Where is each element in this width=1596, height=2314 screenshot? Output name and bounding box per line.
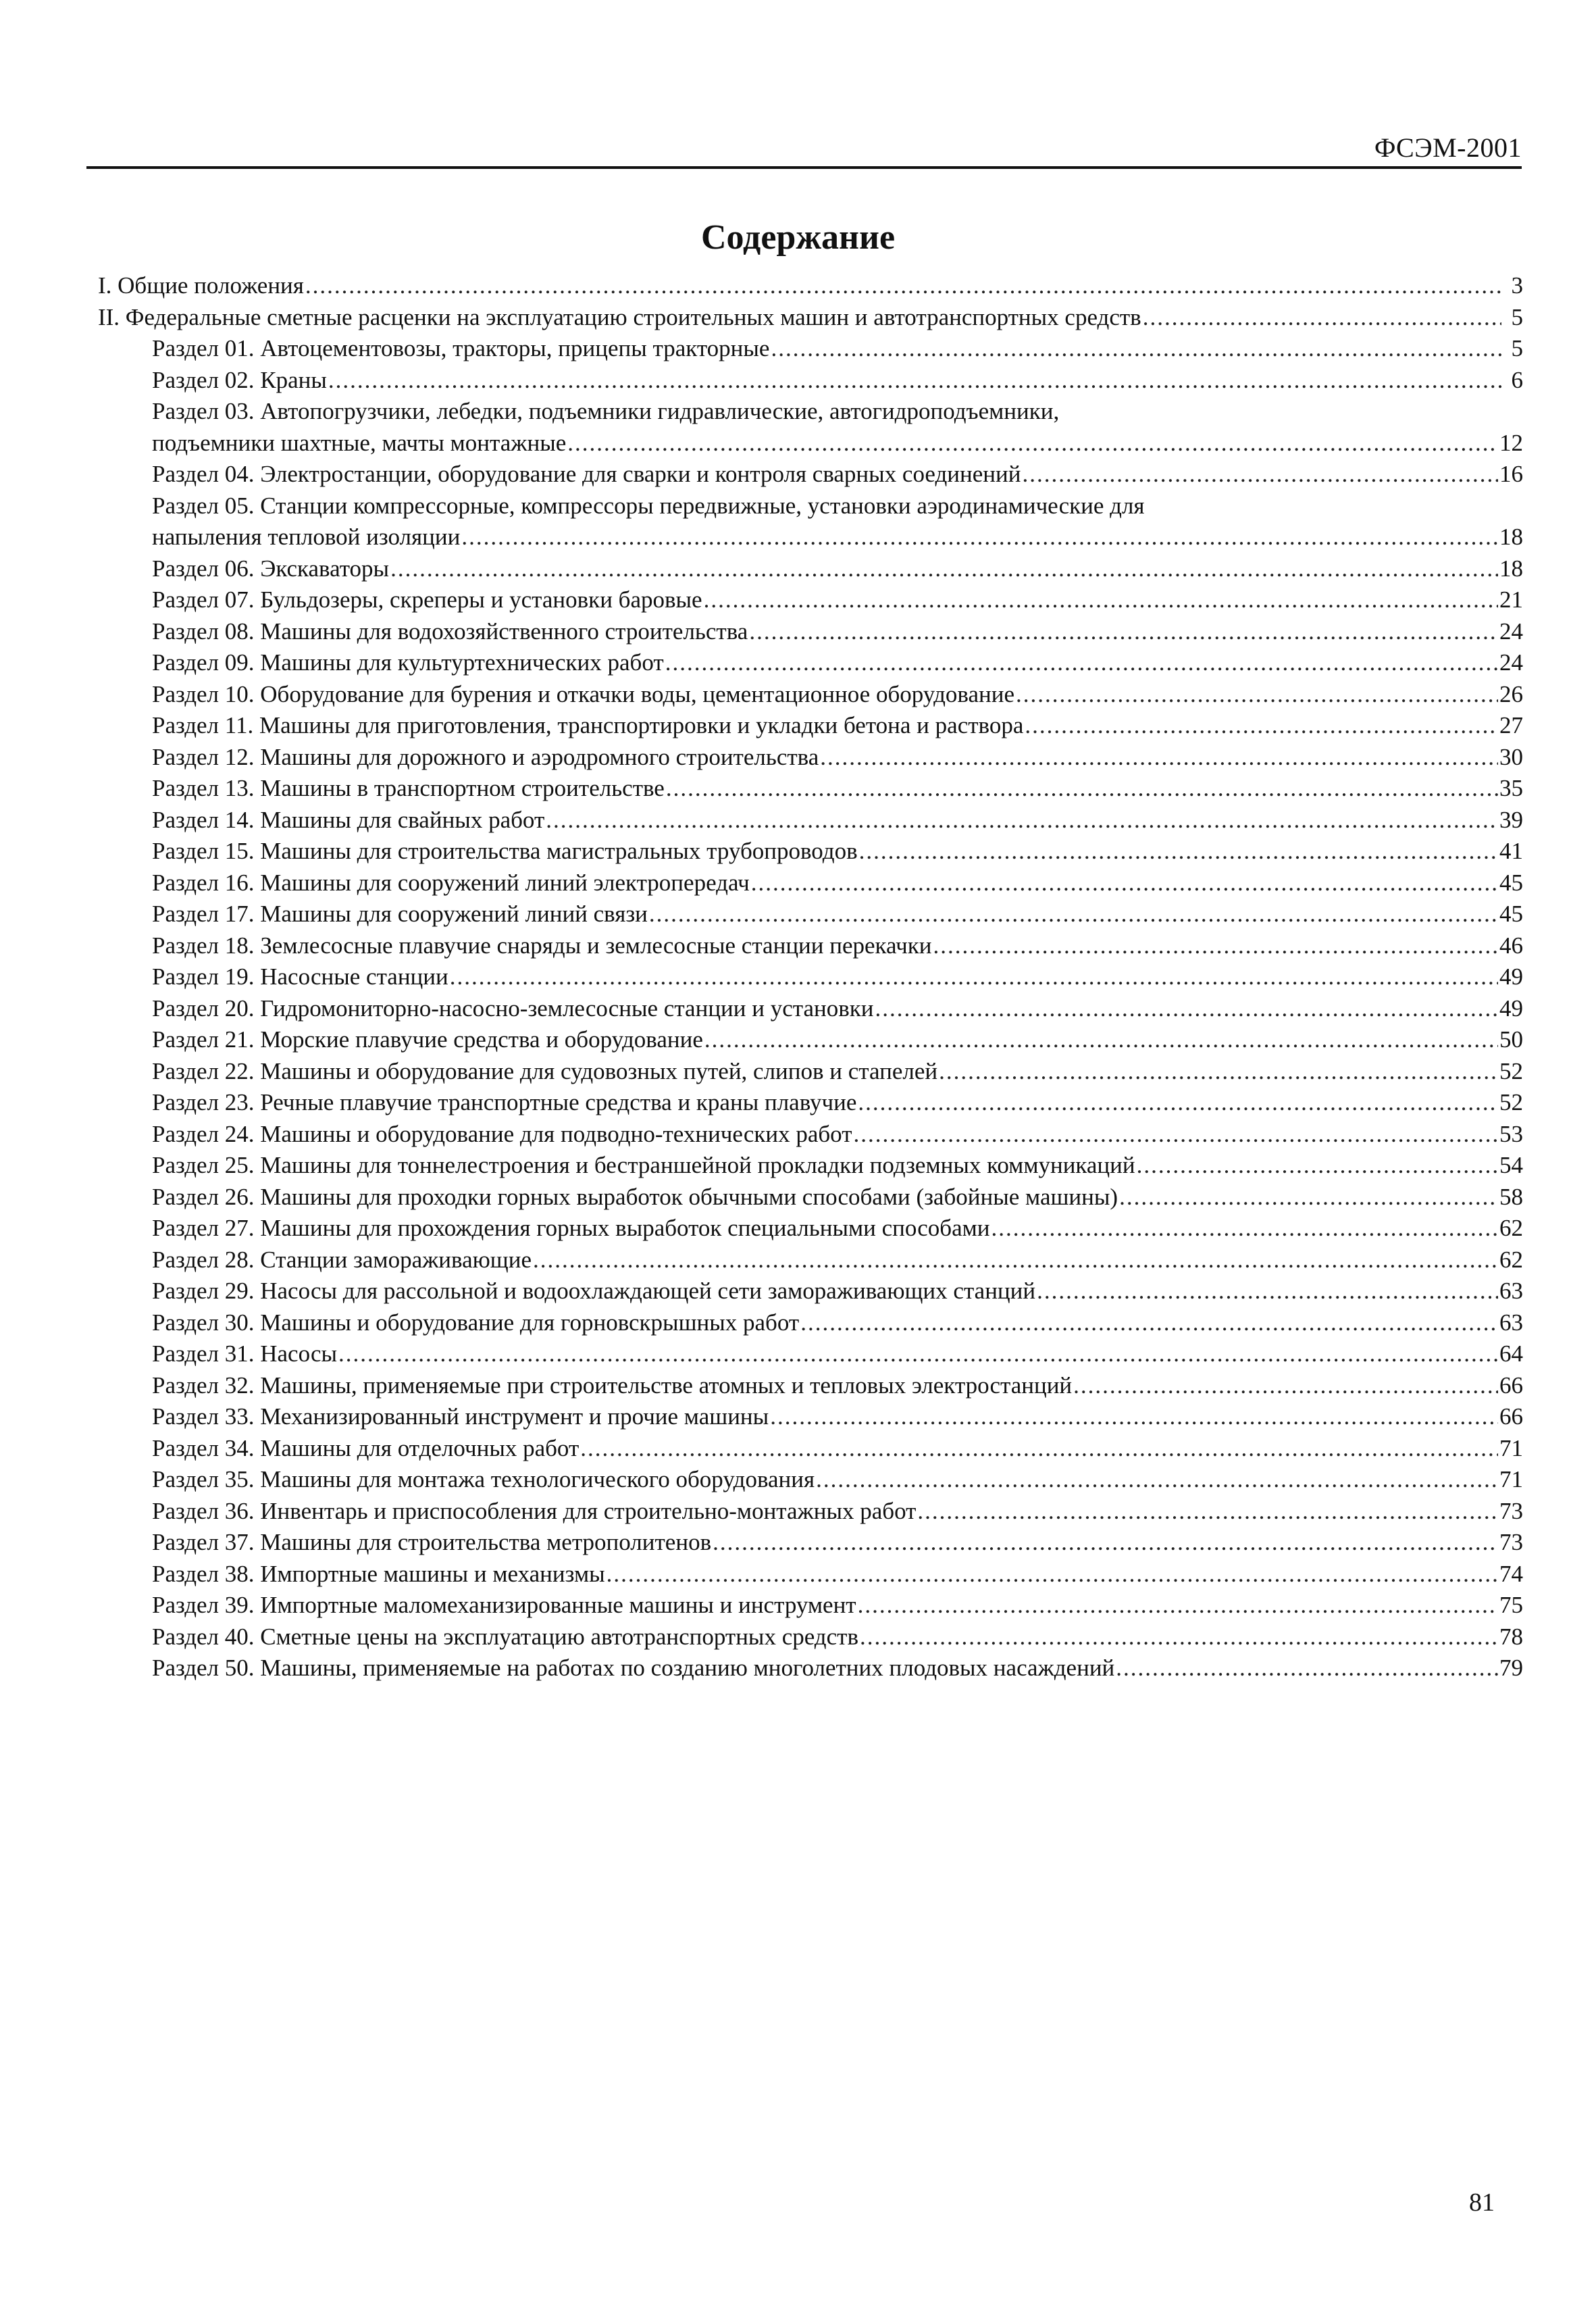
toc-entry-title-continued: подъемники шахтные, мачты монтажные — [152, 429, 567, 456]
toc-entry-title: Раздел 19. Насосные станции — [152, 963, 448, 990]
dot-leader — [917, 1496, 1498, 1528]
toc-entry-continuation[interactable] — [98, 522, 1523, 553]
toc-entry-page: 12 — [1499, 429, 1523, 456]
toc-entry-title: Раздел 33. Механизированный инструмент и прочие машины — [152, 1403, 769, 1430]
dot-leader — [933, 930, 1498, 962]
header-divider — [86, 166, 1522, 169]
toc-entry-page: 63 — [1499, 1278, 1523, 1304]
dot-leader — [939, 1056, 1498, 1088]
dot-leader — [328, 365, 1501, 397]
toc-entry-title: Раздел 09. Машины для культуртехнических работ — [152, 649, 664, 676]
toc-entry-title: Раздел 06. Экскаваторы — [152, 555, 390, 582]
dot-leader — [567, 428, 1498, 459]
toc-entry[interactable] — [98, 1621, 1523, 1653]
toc-entry[interactable] — [98, 396, 1523, 428]
dot-leader — [875, 993, 1498, 1025]
dot-leader — [1119, 1182, 1498, 1213]
toc-entry-page: 26 — [1499, 680, 1523, 707]
page-title: Содержание — [700, 218, 896, 257]
toc-entry-page: 71 — [1499, 1434, 1523, 1461]
page-number: 81 — [1469, 2188, 1495, 2217]
dot-leader — [770, 1401, 1498, 1433]
toc-entry-page: 53 — [1499, 1120, 1523, 1147]
toc-entry-title: Раздел 13. Машины в транспортном строительстве — [152, 775, 665, 801]
toc-entry[interactable] — [98, 1433, 1523, 1465]
toc-entry[interactable] — [98, 365, 1523, 397]
toc-entry-title: Раздел 16. Машины для сооружений линий электропередач — [152, 869, 750, 896]
toc-entry-page: 46 — [1499, 932, 1523, 959]
toc-entry[interactable] — [98, 1056, 1523, 1088]
toc-entry-title: Раздел 08. Машины для водохозяйственного строительства — [152, 618, 748, 645]
toc-entry-title: II. Федеральные сметные расценки на эксплуатацию строительных машин и автотранспортных средств — [98, 303, 1141, 330]
toc-entry-title: Раздел 21. Морские плавучие средства и оборудование — [152, 1026, 703, 1053]
toc-entry-page: 30 — [1499, 743, 1523, 770]
toc-entry[interactable] — [98, 333, 1523, 365]
toc-entry[interactable] — [98, 1182, 1523, 1213]
dot-leader — [1073, 1370, 1498, 1402]
dot-leader — [533, 1244, 1498, 1276]
dot-leader — [338, 1338, 1498, 1370]
toc-entry[interactable] — [98, 773, 1523, 805]
dot-leader — [390, 553, 1498, 585]
toc-entry[interactable] — [98, 679, 1523, 711]
toc-entry-page: 52 — [1499, 1089, 1523, 1115]
toc-entry[interactable] — [98, 930, 1523, 962]
toc-entry-title: Раздел 34. Машины для отделочных работ — [152, 1434, 580, 1461]
toc-entry-page: 62 — [1499, 1215, 1523, 1241]
toc-entry-page: 24 — [1499, 618, 1523, 645]
toc-entry-page: 78 — [1499, 1623, 1523, 1650]
toc-entry-page: 54 — [1499, 1152, 1523, 1178]
document-code: ФСЭМ-2001 — [1374, 132, 1522, 163]
toc-entry-title: Раздел 17. Машины для сооружений линий связи — [152, 901, 648, 927]
toc-entry[interactable] — [98, 1024, 1523, 1056]
toc-entry-page: 41 — [1499, 838, 1523, 864]
toc-entry-title: Раздел 32. Машины, применяемые при строительстве атомных и тепловых электростанций — [152, 1372, 1073, 1399]
toc-entry-title: Раздел 29. Насосы для рассольной и водоохлаждающей сети замораживающих станций — [152, 1278, 1036, 1304]
dot-leader — [816, 1464, 1498, 1496]
dot-leader — [1137, 1150, 1498, 1182]
dot-leader — [1016, 679, 1498, 711]
toc-entry[interactable] — [98, 805, 1523, 836]
toc-entry-title: Раздел 31. Насосы — [152, 1340, 338, 1367]
toc-entry-page: 62 — [1499, 1246, 1523, 1273]
toc-entry-title: Раздел 02. Краны — [152, 366, 327, 393]
toc-entry[interactable] — [98, 961, 1523, 993]
toc-entry-page: 52 — [1499, 1057, 1523, 1084]
toc-entry-title: Раздел 01. Автоцементовозы, тракторы, прицепы тракторные — [152, 335, 770, 361]
toc-entry-page: 71 — [1499, 1466, 1523, 1492]
dot-leader — [1037, 1276, 1498, 1307]
toc-entry-page: 45 — [1499, 901, 1523, 927]
toc-entry[interactable] — [98, 584, 1523, 616]
toc-entry-title: Раздел 24. Машины и оборудование для подводно-технических работ — [152, 1120, 852, 1147]
toc-entry[interactable] — [98, 867, 1523, 899]
toc-entry[interactable] — [98, 1150, 1523, 1182]
toc-entry-page: 18 — [1499, 524, 1523, 550]
toc-entry-title: Раздел 26. Машины для проходки горных выработок обычными способами (забойные машины) — [152, 1183, 1118, 1210]
toc-entry-page: 18 — [1499, 555, 1523, 582]
toc-entry-page: 5 — [1511, 335, 1523, 361]
toc-entry-title: Раздел 25. Машины для тоннелестроения и бестраншейной прокладки подземных коммуникаций — [152, 1152, 1135, 1178]
toc-entry-page: 24 — [1499, 649, 1523, 676]
toc-entry-title: Раздел 35. Машины для монтажа технологического оборудования — [152, 1466, 815, 1492]
toc-entry-page: 5 — [1511, 303, 1523, 330]
toc-entry-title: Раздел 40. Сметные цены на эксплуатацию автотранспортных средств — [152, 1623, 858, 1650]
toc-entry-title: Раздел 10. Оборудование для бурения и откачки воды, цементационное оборудование — [152, 680, 1014, 707]
toc-entry-page: 27 — [1499, 712, 1523, 738]
dot-leader — [858, 1590, 1498, 1621]
toc-entry-title: Раздел 36. Инвентарь и приспособления для строительно-монтажных работ — [152, 1497, 917, 1524]
dot-leader — [1022, 459, 1498, 491]
toc-entry-page: 73 — [1499, 1529, 1523, 1555]
toc-entry[interactable] — [98, 993, 1523, 1025]
dot-leader — [820, 742, 1498, 774]
toc-entry[interactable] — [98, 491, 1523, 522]
dot-leader — [991, 1213, 1498, 1244]
dot-leader — [1025, 710, 1498, 742]
toc-entry[interactable] — [98, 616, 1523, 648]
toc-entry-title: Раздел 37. Машины для строительства метрополитенов — [152, 1529, 712, 1555]
toc-entry-title: Раздел 39. Импортные маломеханизированные машины и инструмент — [152, 1592, 856, 1618]
toc-entry-title: Раздел 11. Машины для приготовления, транспортировки и укладки бетона и раствора — [152, 712, 1024, 738]
toc-entry-title: Раздел 03. Автопогрузчики, лебедки, подъемники гидравлические, автогидроподъемники, — [152, 398, 1060, 424]
toc-entry[interactable] — [98, 1590, 1523, 1621]
dot-leader — [546, 805, 1498, 836]
dot-leader — [859, 836, 1498, 867]
toc-entry-page: 58 — [1499, 1183, 1523, 1210]
toc-entry[interactable] — [98, 270, 1523, 302]
dot-leader — [666, 773, 1498, 805]
toc-entry-page: 21 — [1499, 586, 1523, 613]
dot-leader — [461, 522, 1498, 553]
toc-entry-title-continued: напыления тепловой изоляции — [152, 524, 461, 550]
toc-entry[interactable] — [98, 1338, 1523, 1370]
toc-entry[interactable] — [98, 647, 1523, 679]
toc-entry-title: Раздел 23. Речные плавучие транспортные средства и краны плавучие — [152, 1089, 857, 1115]
toc-entry[interactable] — [98, 553, 1523, 585]
toc-entry[interactable] — [98, 710, 1523, 742]
dot-leader — [713, 1527, 1498, 1559]
toc-entry[interactable] — [98, 302, 1523, 334]
toc-entry-page: 6 — [1511, 366, 1523, 393]
toc-entry[interactable] — [98, 742, 1523, 774]
toc-entry-title: Раздел 07. Бульдозеры, скреперы и установки баровые — [152, 586, 702, 613]
dot-leader — [771, 333, 1501, 365]
toc-entry-page: 66 — [1499, 1372, 1523, 1399]
toc-entry-title: I. Общие положения — [98, 272, 304, 299]
dot-leader — [607, 1559, 1498, 1590]
toc-entry-title: Раздел 04. Электростанции, оборудование для сварки и контроля сварных соединений — [152, 461, 1021, 487]
toc-entry[interactable] — [98, 1559, 1523, 1590]
dot-leader — [854, 1119, 1498, 1151]
toc-entry[interactable] — [98, 1119, 1523, 1151]
toc-entry[interactable] — [98, 1496, 1523, 1528]
toc-entry[interactable] — [98, 1370, 1523, 1402]
dot-leader — [704, 584, 1498, 616]
toc-entry-page: 74 — [1499, 1560, 1523, 1587]
toc-entry-page: 64 — [1499, 1340, 1523, 1367]
toc-entry[interactable] — [98, 1087, 1523, 1119]
toc-entry-title: Раздел 05. Станции компрессорные, компрессоры передвижные, установки аэродинамические для — [152, 492, 1145, 519]
dot-leader — [1143, 302, 1501, 334]
toc-entry-page: 3 — [1511, 272, 1523, 299]
toc-entry-page: 79 — [1499, 1655, 1523, 1681]
toc-entry-page: 49 — [1499, 963, 1523, 990]
toc-entry[interactable] — [98, 1653, 1523, 1684]
toc-entry-title: Раздел 28. Станции замораживающие — [152, 1246, 532, 1273]
toc-entry[interactable] — [98, 1213, 1523, 1244]
toc-entry-continuation[interactable] — [98, 428, 1523, 459]
dot-leader — [305, 270, 1501, 302]
toc-entry-page: 49 — [1499, 995, 1523, 1022]
toc-entry-page: 63 — [1499, 1309, 1523, 1336]
toc-entry-page: 73 — [1499, 1497, 1523, 1524]
toc-entry-title: Раздел 22. Машины и оборудование для судовозных путей, слипов и стапелей — [152, 1057, 938, 1084]
toc-entry[interactable] — [98, 1527, 1523, 1559]
dot-leader — [749, 616, 1498, 648]
dot-leader — [665, 647, 1498, 679]
dot-leader — [580, 1433, 1498, 1465]
toc-entry-page: 75 — [1499, 1592, 1523, 1618]
dot-leader — [1116, 1653, 1498, 1684]
toc-entry[interactable] — [98, 899, 1523, 930]
toc-entry-title: Раздел 14. Машины для свайных работ — [152, 806, 545, 833]
toc-entry-title: Раздел 50. Машины, применяемые на работах по созданию многолетних плодовых насаждений — [152, 1655, 1115, 1681]
dot-leader — [751, 867, 1498, 899]
toc-entry-page: 16 — [1499, 461, 1523, 487]
toc-entry-title: Раздел 12. Машины для дорожного и аэродромного строительства — [152, 743, 819, 770]
toc-entry-title: Раздел 27. Машины для прохождения горных выработок специальными способами — [152, 1215, 990, 1241]
dot-leader — [450, 961, 1498, 993]
toc-entry[interactable] — [98, 459, 1523, 491]
toc-entry-page: 66 — [1499, 1403, 1523, 1430]
toc-entry-title: Раздел 30. Машины и оборудование для горновскрышных работ — [152, 1309, 800, 1336]
toc-entry[interactable] — [98, 1307, 1523, 1339]
toc-entry-page: 35 — [1499, 775, 1523, 801]
dot-leader — [704, 1024, 1498, 1056]
toc-entry[interactable] — [98, 1464, 1523, 1496]
toc-entry[interactable] — [98, 1244, 1523, 1276]
toc-entry-title: Раздел 38. Импортные машины и механизмы — [152, 1560, 605, 1587]
toc-entry-title: Раздел 18. Землесосные плавучие снаряды и землесосные станции перекачки — [152, 932, 932, 959]
toc-entry-page: 39 — [1499, 806, 1523, 833]
toc-entry-page: 45 — [1499, 869, 1523, 896]
toc-entry-title: Раздел 20. Гидромониторно-насосно-землесосные станции и установки — [152, 995, 874, 1022]
dot-leader — [860, 1621, 1498, 1653]
table-of-contents — [98, 270, 1523, 1684]
toc-entry-title: Раздел 15. Машины для строительства магистральных трубопроводов — [152, 838, 858, 864]
toc-entry[interactable] — [98, 1276, 1523, 1307]
dot-leader — [649, 899, 1498, 930]
dot-leader — [858, 1087, 1498, 1119]
toc-entry[interactable] — [98, 1401, 1523, 1433]
toc-entry-page: 50 — [1499, 1026, 1523, 1053]
toc-entry[interactable] — [98, 836, 1523, 867]
dot-leader — [800, 1307, 1498, 1339]
